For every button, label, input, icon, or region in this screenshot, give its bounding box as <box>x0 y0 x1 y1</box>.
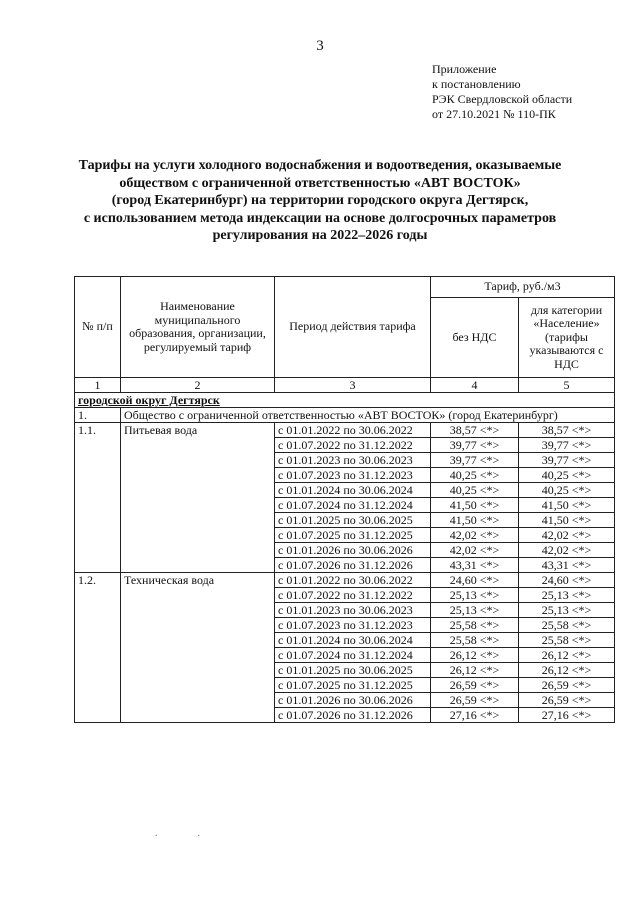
population-cell: 40,25 <*> <box>519 483 615 498</box>
period-cell: с 01.01.2022 по 30.06.2022 <box>275 573 431 588</box>
header-num: № п/п <box>75 277 121 378</box>
period-cell: с 01.01.2026 по 30.06.2026 <box>275 543 431 558</box>
appendix-line: Приложение <box>432 62 497 76</box>
no-vat-cell: 39,77 <*> <box>431 453 519 468</box>
title-line: (город Екатеринбург) на территории городского округа Дегтярск, <box>111 193 529 209</box>
period-cell: с 01.01.2024 по 30.06.2024 <box>275 483 431 498</box>
col-number: 5 <box>519 378 615 393</box>
population-cell: 26,59 <*> <box>519 678 615 693</box>
no-vat-cell: 26,12 <*> <box>431 663 519 678</box>
period-cell: с 01.07.2026 по 31.12.2026 <box>275 558 431 573</box>
no-vat-cell: 25,58 <*> <box>431 633 519 648</box>
period-cell: с 01.01.2022 по 30.06.2022 <box>275 423 431 438</box>
no-vat-cell: 41,50 <*> <box>431 498 519 513</box>
population-cell: 42,02 <*> <box>519 543 615 558</box>
period-cell: с 01.01.2025 по 30.06.2025 <box>275 513 431 528</box>
no-vat-cell: 24,60 <*> <box>431 573 519 588</box>
no-vat-cell: 25,13 <*> <box>431 588 519 603</box>
header-name: Наименование муниципального образования, организации, регулируемый тариф <box>121 277 275 378</box>
population-cell: 26,12 <*> <box>519 648 615 663</box>
period-cell: с 01.07.2023 по 31.12.2023 <box>275 468 431 483</box>
period-cell: с 01.07.2022 по 31.12.2022 <box>275 588 431 603</box>
org-number: 1. <box>75 408 121 423</box>
period-cell: с 01.07.2022 по 31.12.2022 <box>275 438 431 453</box>
col-number: 2 <box>121 378 275 393</box>
population-cell: 24,60 <*> <box>519 573 615 588</box>
col-number: 3 <box>275 378 431 393</box>
population-cell: 27,16 <*> <box>519 708 615 723</box>
scan-specks: .. <box>155 828 240 839</box>
item-name: Питьевая вода <box>121 423 275 573</box>
col-number: 4 <box>431 378 519 393</box>
population-cell: 25,58 <*> <box>519 633 615 648</box>
period-cell: с 01.07.2023 по 31.12.2023 <box>275 618 431 633</box>
no-vat-cell: 41,50 <*> <box>431 513 519 528</box>
column-numbers-row <box>75 378 615 393</box>
title-line: регулирования на 2022–2026 годы <box>212 228 428 244</box>
no-vat-cell: 26,59 <*> <box>431 678 519 693</box>
region-row <box>75 393 615 408</box>
no-vat-cell: 25,13 <*> <box>431 603 519 618</box>
appendix-line: к постановлению <box>432 77 521 91</box>
population-cell: 43,31 <*> <box>519 558 615 573</box>
item-number: 1.2. <box>75 573 121 723</box>
item-number: 1.1. <box>75 423 121 573</box>
period-cell: с 01.01.2025 по 30.06.2025 <box>275 663 431 678</box>
header-population: для категории «Население» (тарифы указываются с НДС <box>519 298 615 378</box>
period-cell: с 01.07.2025 по 31.12.2025 <box>275 528 431 543</box>
period-cell: с 01.01.2026 по 30.06.2026 <box>275 693 431 708</box>
tariff-table <box>74 276 615 723</box>
period-cell: с 01.07.2025 по 31.12.2025 <box>275 678 431 693</box>
no-vat-cell: 43,31 <*> <box>431 558 519 573</box>
population-cell: 26,12 <*> <box>519 663 615 678</box>
page-number: 3 <box>316 38 324 54</box>
title-line: с использованием метода индексации на основе долгосрочных параметров <box>83 210 557 226</box>
table-row <box>75 573 615 588</box>
population-cell: 25,13 <*> <box>519 588 615 603</box>
population-cell: 25,13 <*> <box>519 603 615 618</box>
header-period: Период действия тарифа <box>275 277 431 378</box>
period-cell: с 01.01.2024 по 30.06.2024 <box>275 633 431 648</box>
population-cell: 42,02 <*> <box>519 528 615 543</box>
header-no-vat: без НДС <box>431 298 519 378</box>
region-name: городской округ Дегтярск <box>75 393 615 408</box>
no-vat-cell: 40,25 <*> <box>431 483 519 498</box>
no-vat-cell: 38,57 <*> <box>431 423 519 438</box>
item-name: Техническая вода <box>121 573 275 723</box>
header-row <box>75 277 615 298</box>
population-cell: 26,59 <*> <box>519 693 615 708</box>
population-cell: 41,50 <*> <box>519 513 615 528</box>
period-cell: с 01.01.2023 по 30.06.2023 <box>275 603 431 618</box>
period-cell: с 01.07.2026 по 31.12.2026 <box>275 708 431 723</box>
table-row <box>75 423 615 438</box>
org-name: Общество с ограниченной ответственностью «АВТ ВОСТОК» (город Екатеринбург) <box>121 408 615 423</box>
no-vat-cell: 42,02 <*> <box>431 543 519 558</box>
no-vat-cell: 42,02 <*> <box>431 528 519 543</box>
appendix-line: РЭК Свердловской области <box>432 92 573 106</box>
organization-row <box>75 408 615 423</box>
title-line: обществом с ограниченной ответственностью «АВТ ВОСТОК» <box>119 175 521 191</box>
no-vat-cell: 39,77 <*> <box>431 438 519 453</box>
period-cell: с 01.07.2024 по 31.12.2024 <box>275 648 431 663</box>
appendix-line: от 27.10.2021 № 110-ПК <box>432 107 556 121</box>
appendix-block <box>432 62 572 122</box>
population-cell: 39,77 <*> <box>519 438 615 453</box>
title-line: Тарифы на услуги холодного водоснабжения и водоотведения, оказываемые <box>78 158 562 173</box>
no-vat-cell: 27,16 <*> <box>431 708 519 723</box>
col-number: 1 <box>75 378 121 393</box>
period-cell: с 01.01.2023 по 30.06.2023 <box>275 453 431 468</box>
no-vat-cell: 25,58 <*> <box>431 618 519 633</box>
population-cell: 25,58 <*> <box>519 618 615 633</box>
population-cell: 41,50 <*> <box>519 498 615 513</box>
header-tariff: Тариф, руб./м3 <box>431 277 615 298</box>
period-cell: с 01.07.2024 по 31.12.2024 <box>275 498 431 513</box>
population-cell: 39,77 <*> <box>519 453 615 468</box>
no-vat-cell: 26,59 <*> <box>431 693 519 708</box>
no-vat-cell: 40,25 <*> <box>431 468 519 483</box>
document-title <box>60 157 580 245</box>
population-cell: 40,25 <*> <box>519 468 615 483</box>
no-vat-cell: 26,12 <*> <box>431 648 519 663</box>
population-cell: 38,57 <*> <box>519 423 615 438</box>
